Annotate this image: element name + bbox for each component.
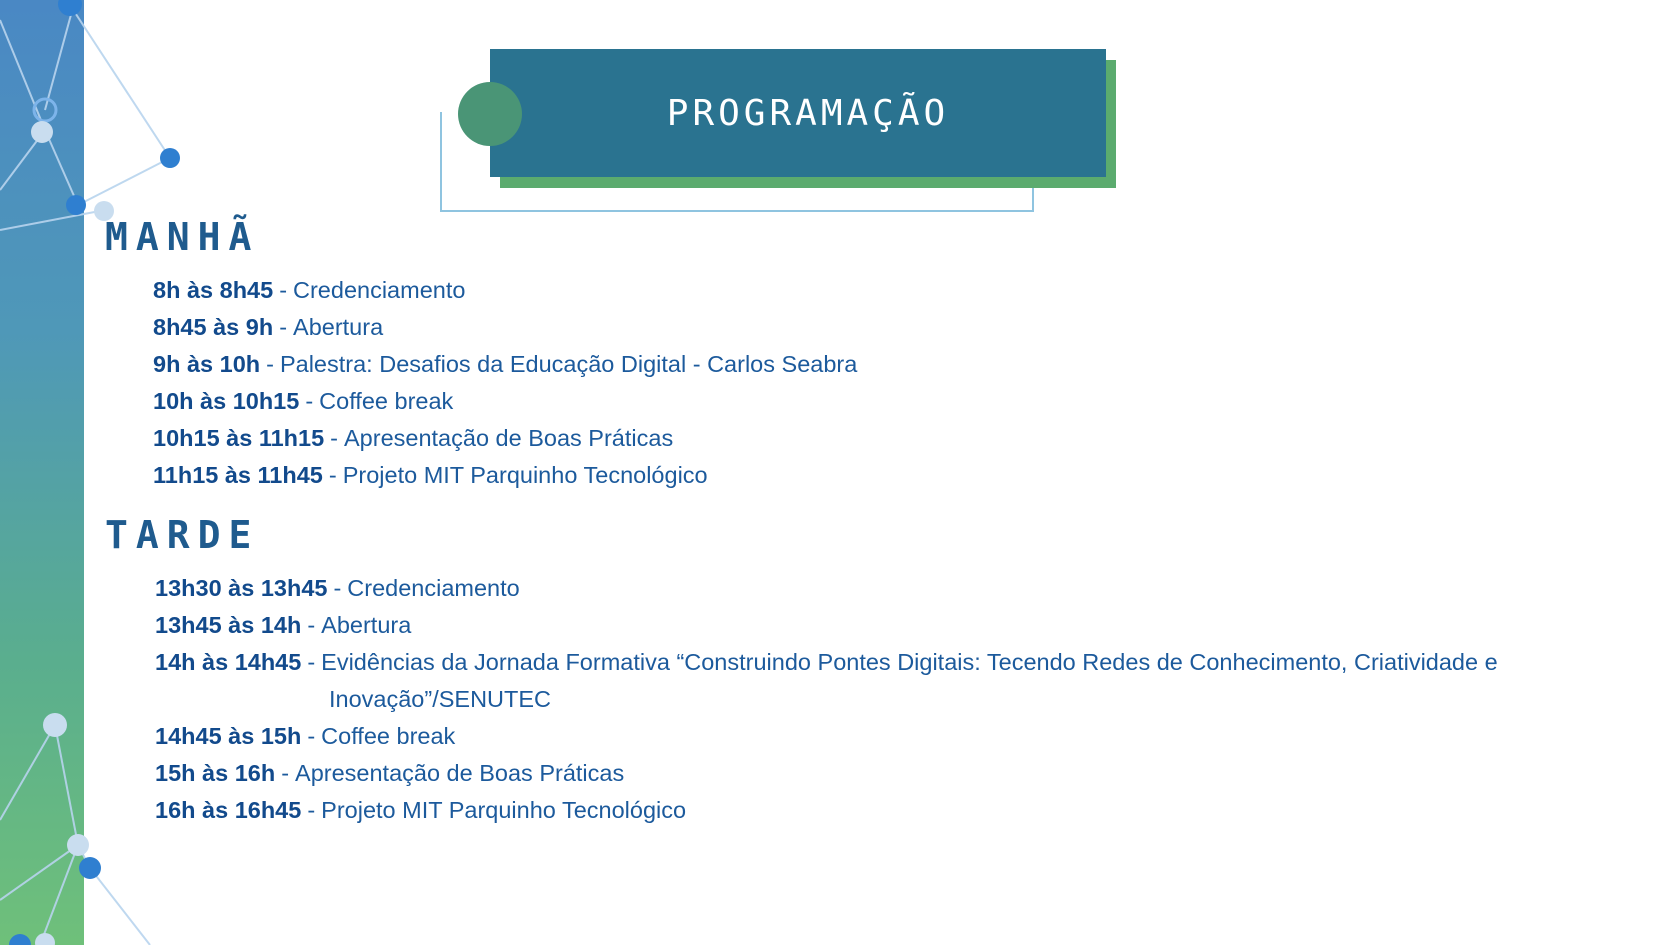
- item-description: Apresentação de Boas Práticas: [295, 760, 625, 786]
- item-time: 10h às 10h15: [153, 388, 300, 414]
- item-separator: -: [307, 649, 316, 675]
- item-separator: -: [330, 425, 338, 451]
- schedule-item: [153, 346, 857, 383]
- item-description: Credenciamento: [293, 277, 466, 303]
- item-time: 11h15 às 11h45: [153, 462, 323, 488]
- schedule-item: [153, 457, 708, 494]
- morning-heading: MANHÃ: [105, 215, 260, 259]
- item-description: Coffee break: [319, 388, 454, 414]
- item-separator: -: [305, 388, 314, 414]
- schedule-item: [153, 383, 453, 420]
- item-time: 9h às 10h: [153, 351, 261, 377]
- item-description-continued: Inovação”/SENUTEC: [329, 686, 552, 712]
- schedule-item: [155, 644, 1498, 718]
- item-separator: -: [328, 462, 337, 488]
- item-description: Apresentação de Boas Práticas: [344, 425, 674, 451]
- item-time: 8h45 às 9h: [153, 314, 274, 340]
- title-banner: [490, 49, 1106, 177]
- item-time: 10h15 às 11h15: [153, 425, 325, 451]
- schedule-item: [155, 607, 411, 644]
- item-time: 13h30 às 13h45: [155, 575, 328, 601]
- item-description: Evidências da Jornada Formativa “Construindo Pontes Digitais: Tecendo Redes de Conhecimento, Criatividade e: [321, 649, 1498, 675]
- schedule-item: [155, 570, 520, 607]
- item-description: Credenciamento: [347, 575, 520, 601]
- schedule-item: [155, 792, 686, 829]
- schedule-item: [153, 420, 673, 457]
- item-separator: -: [307, 723, 316, 749]
- item-time: 8h às 8h45: [153, 277, 274, 303]
- item-time: 13h45 às 14h: [155, 612, 302, 638]
- item-separator: -: [266, 351, 274, 377]
- item-time: 16h às 16h45: [155, 797, 302, 823]
- item-separator: -: [279, 277, 288, 303]
- schedule-item: [153, 272, 465, 309]
- item-description: Palestra: Desafios da Educação Digital - Carlos Seabra: [279, 351, 858, 377]
- item-separator: -: [279, 314, 288, 340]
- schedule-item: [155, 718, 455, 755]
- item-description: Abertura: [321, 612, 412, 638]
- item-separator: -: [307, 797, 316, 823]
- item-separator: -: [281, 760, 290, 786]
- schedule-item: [153, 309, 383, 346]
- item-description: Projeto MIT Parquinho Tecnológico: [321, 797, 687, 823]
- item-separator: -: [333, 575, 342, 601]
- afternoon-heading: TARDE: [105, 513, 260, 557]
- item-time: 15h às 16h: [155, 760, 276, 786]
- page-title: PROGRAMAÇÃO: [666, 92, 950, 134]
- schedule-item: [155, 755, 624, 792]
- item-time: 14h às 14h45: [155, 649, 302, 675]
- item-description: Abertura: [293, 314, 384, 340]
- title-circle-accent: [458, 82, 522, 146]
- item-separator: -: [307, 612, 316, 638]
- item-description: Coffee break: [321, 723, 456, 749]
- item-time: 14h45 às 15h: [155, 723, 302, 749]
- item-description: Projeto MIT Parquinho Tecnológico: [342, 462, 708, 488]
